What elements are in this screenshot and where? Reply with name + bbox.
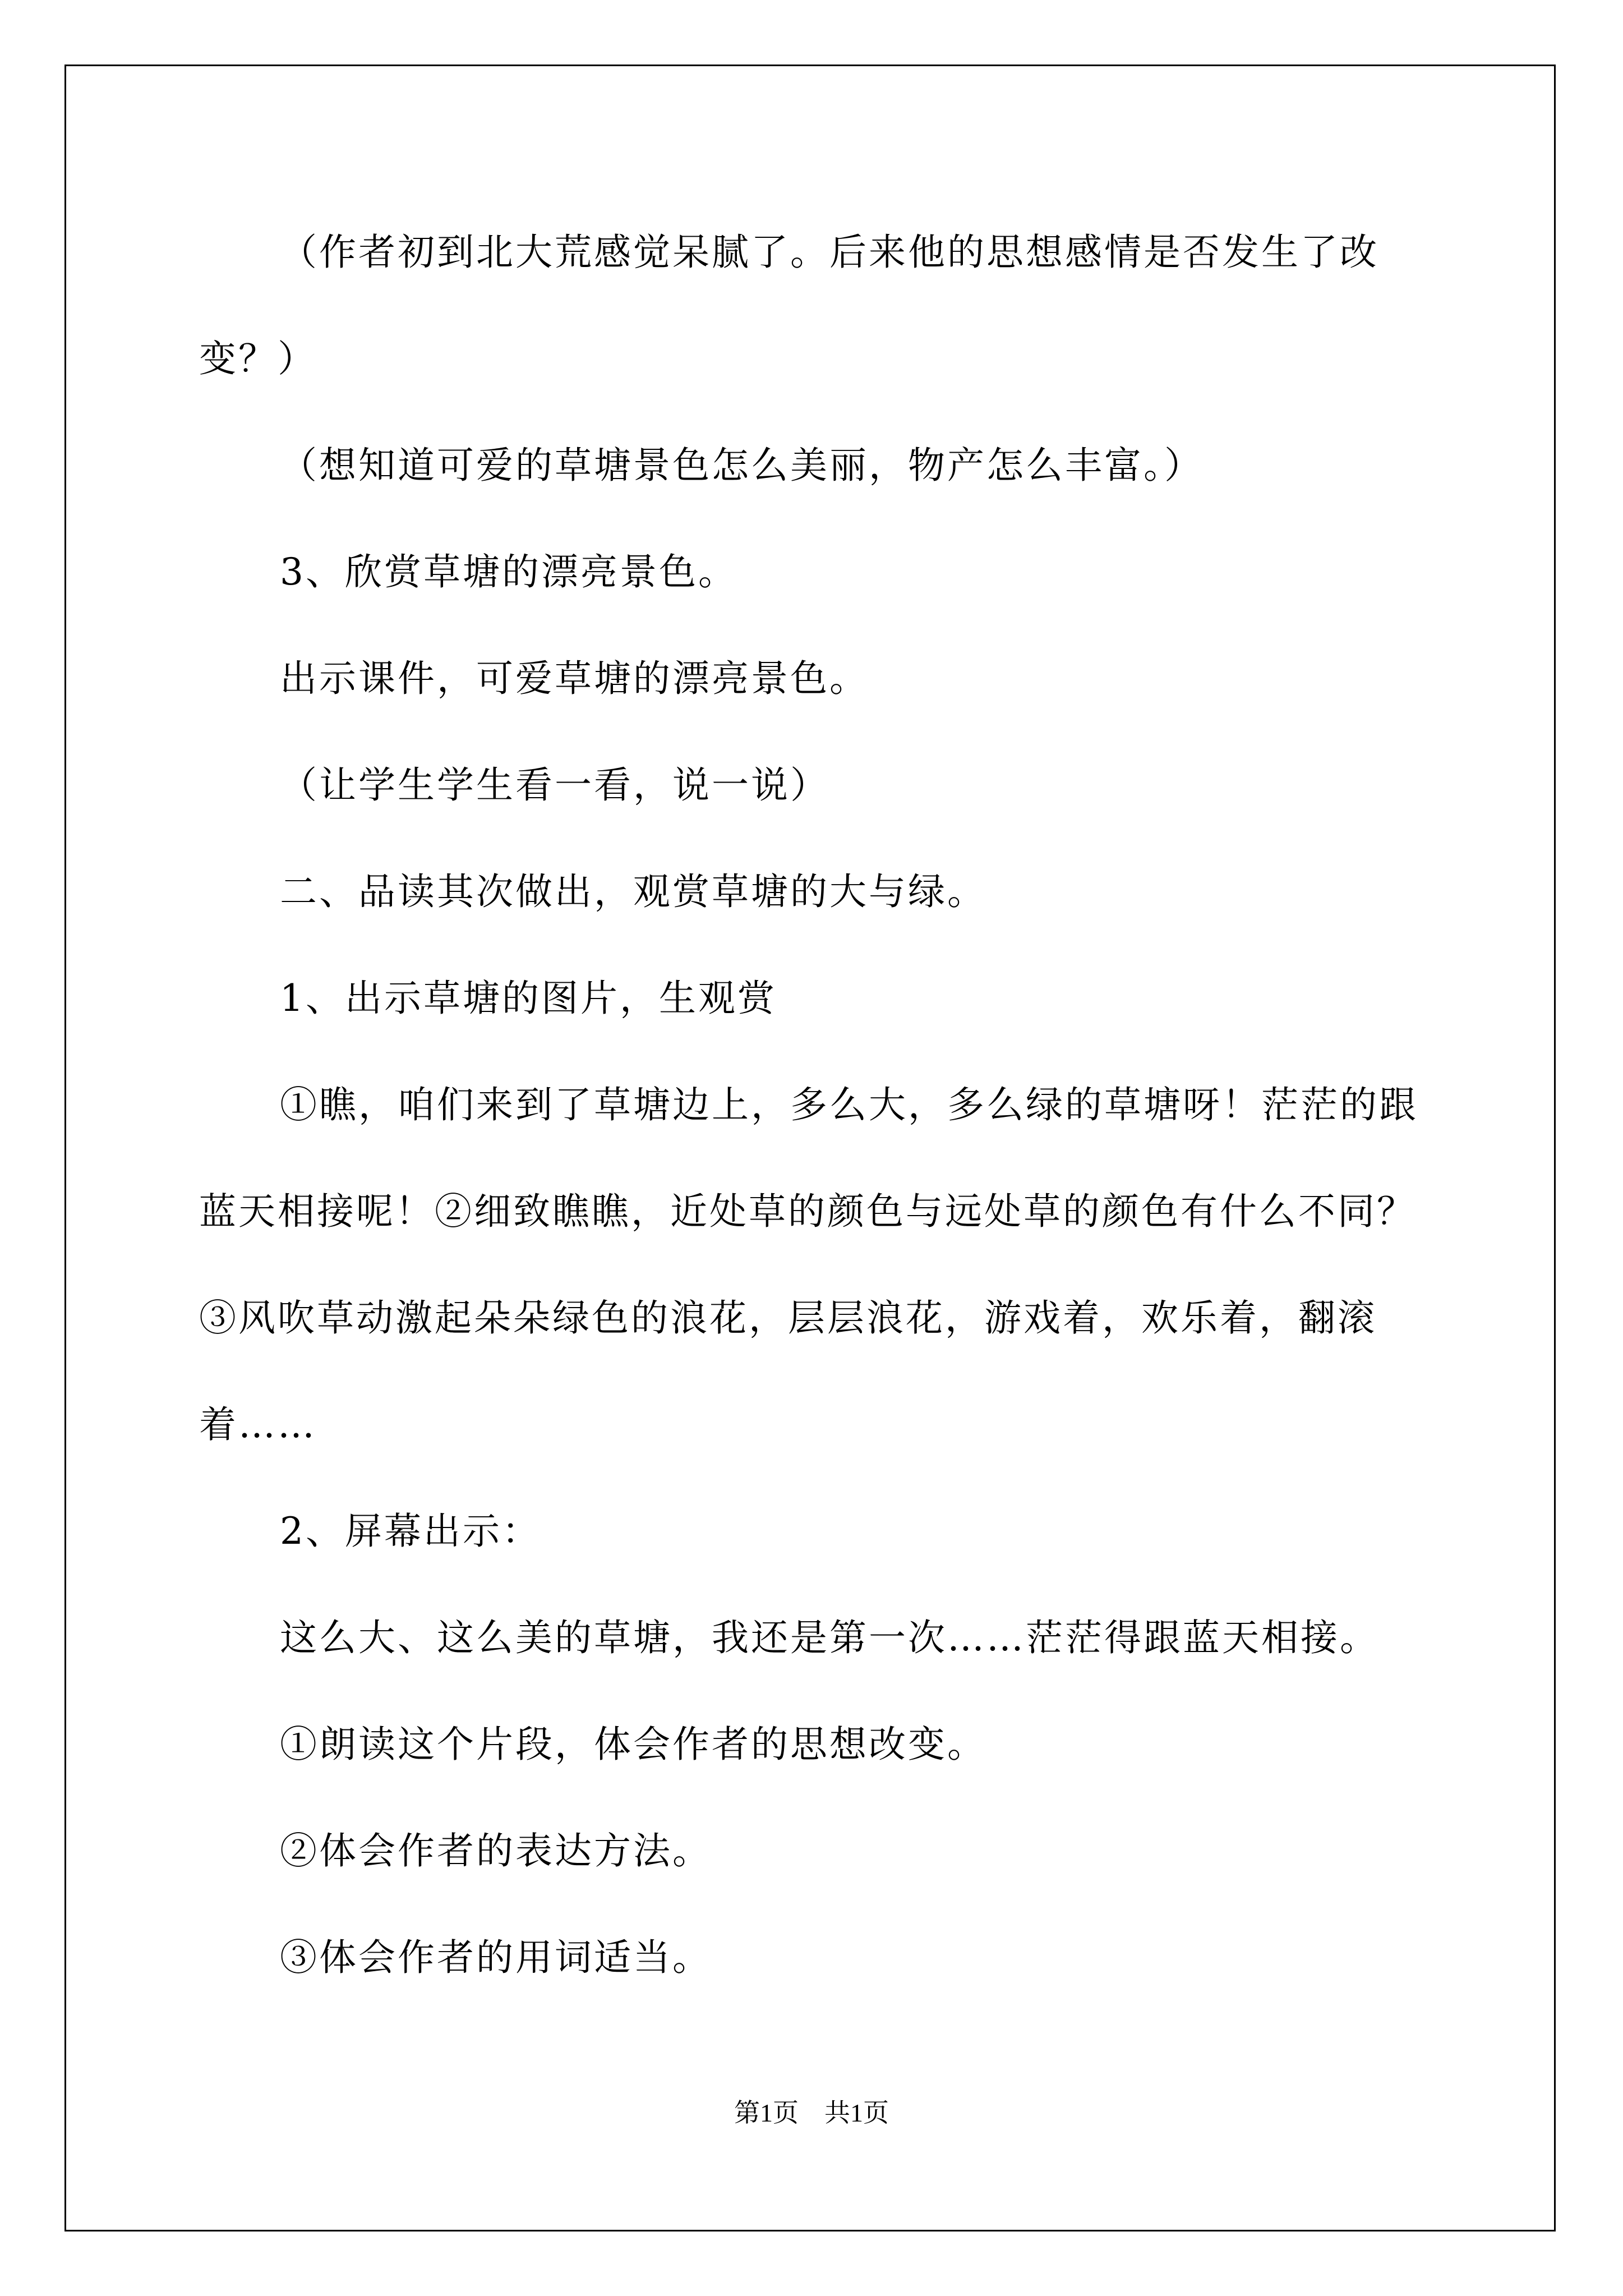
- paragraph-12: ②体会作者的表达方法。: [280, 1829, 712, 1872]
- paragraph-1: （作者初到北大荒感觉呆腻了。后来他的思想感情是否发生了改变？）: [199, 231, 1379, 380]
- paragraph-11: ①朗读这个片段，体会作者的思想改变。: [280, 1723, 986, 1766]
- paragraph-10: 这么大、这么美的草塘，我还是第一次……茫茫得跟蓝天相接。: [280, 1616, 1379, 1659]
- paragraph-7: 1、出示草塘的图片，生观赏: [280, 977, 777, 1020]
- paragraph-13: ③体会作者的用词适当。: [280, 1936, 712, 1979]
- page-number-footer: 第1页 共1页: [734, 2099, 889, 2127]
- paragraph-5: （让学生学生看一看，说一说）: [280, 763, 829, 807]
- paragraph-6: 二、品读其次做出，观赏草塘的大与绿。: [280, 870, 986, 913]
- paragraph-3: 3、欣赏草塘的漂亮景色。: [280, 550, 737, 593]
- paragraph-8: ①瞧，咱们来到了草塘边上，多么大，多么绿的草塘呀！茫茫的跟蓝天相接呢！②细致瞧瞧，近处草的颜色与远处草的颜色有什么不同？③风吹草动激起朵朵绿色的浪花，层层浪花，游戏着，欢乐着，翻滚着……: [199, 1083, 1418, 1446]
- paragraph-2: （想知道可爱的草塘景色怎么美丽，物产怎么丰富。）: [280, 444, 1204, 487]
- paragraph-9: 2、屏幕出示：: [280, 1510, 541, 1553]
- paragraph-4: 出示课件，可爱草塘的漂亮景色。: [280, 657, 869, 700]
